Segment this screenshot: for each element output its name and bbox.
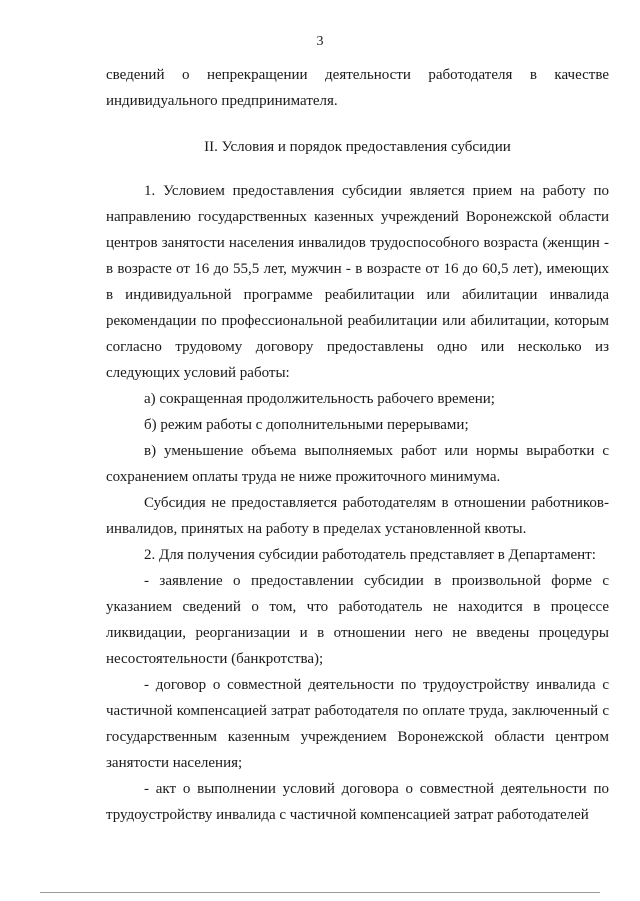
section-heading: II. Условия и порядок предоставления субсидии — [204, 139, 511, 155]
paragraph-quota: Субсидия не предоставляется работодателям в отношении работников-инвалидов, принятых на работу в пределах установленной квоты. — [106, 495, 609, 537]
paragraph-condition: 1. Условием предоставления субсидии является прием на работу по направлению государственных казенных учреждений Воронежской области центров занятости населения инвалидов трудоспособного возраста (женщин - в возрасте от 16 до 55,5 лет, мужчин - в возрасте от 16 до 60,5 лет), имеющих в индивидуальной программе реабилитации или абилитации инвалида рекомендации по профессиональной реабилитации или абилитации, которым согласно трудовому договору предоставлены одно или несколько из следующих условий работы: — [106, 183, 609, 381]
paragraph-contract: - договор о совместной деятельности по трудоустройству инвалида с частичной компенсацией затрат работодателя по оплате труда, заключенный с государственным казенным учреждением Воронежской области центром занятости населения; — [106, 677, 609, 771]
list-item-c: в) уменьшение объема выполняемых работ или нормы выработки с сохранением оплаты труда не ниже прожиточного минимума. — [106, 443, 609, 485]
list-item-b: б) режим работы с дополнительными перерывами; — [144, 417, 469, 433]
paragraph-continuation: сведений о непрекращении деятельности работодателя в качестве индивидуального предпринимателя. — [106, 67, 609, 109]
paragraph-act: - акт о выполнении условий договора о совместной деятельности по трудоустройству инвалида с частичной компенсацией затрат работодателей — [106, 781, 609, 823]
scan-edge-line — [40, 892, 600, 893]
page-number: 3 — [316, 34, 324, 49]
document-body — [106, 62, 609, 828]
list-item-a: а) сокращенная продолжительность рабочего времени; — [144, 391, 495, 407]
paragraph-documents-intro: 2. Для получения субсидии работодатель представляет в Департамент: — [144, 547, 596, 563]
paragraph-application: - заявление о предоставлении субсидии в произвольной форме с указанием сведений о том, что работодатель не находится в процессе ликвидации, реорганизации и в отношении него не введены процедуры несостоятельности (банкротства); — [106, 573, 609, 667]
